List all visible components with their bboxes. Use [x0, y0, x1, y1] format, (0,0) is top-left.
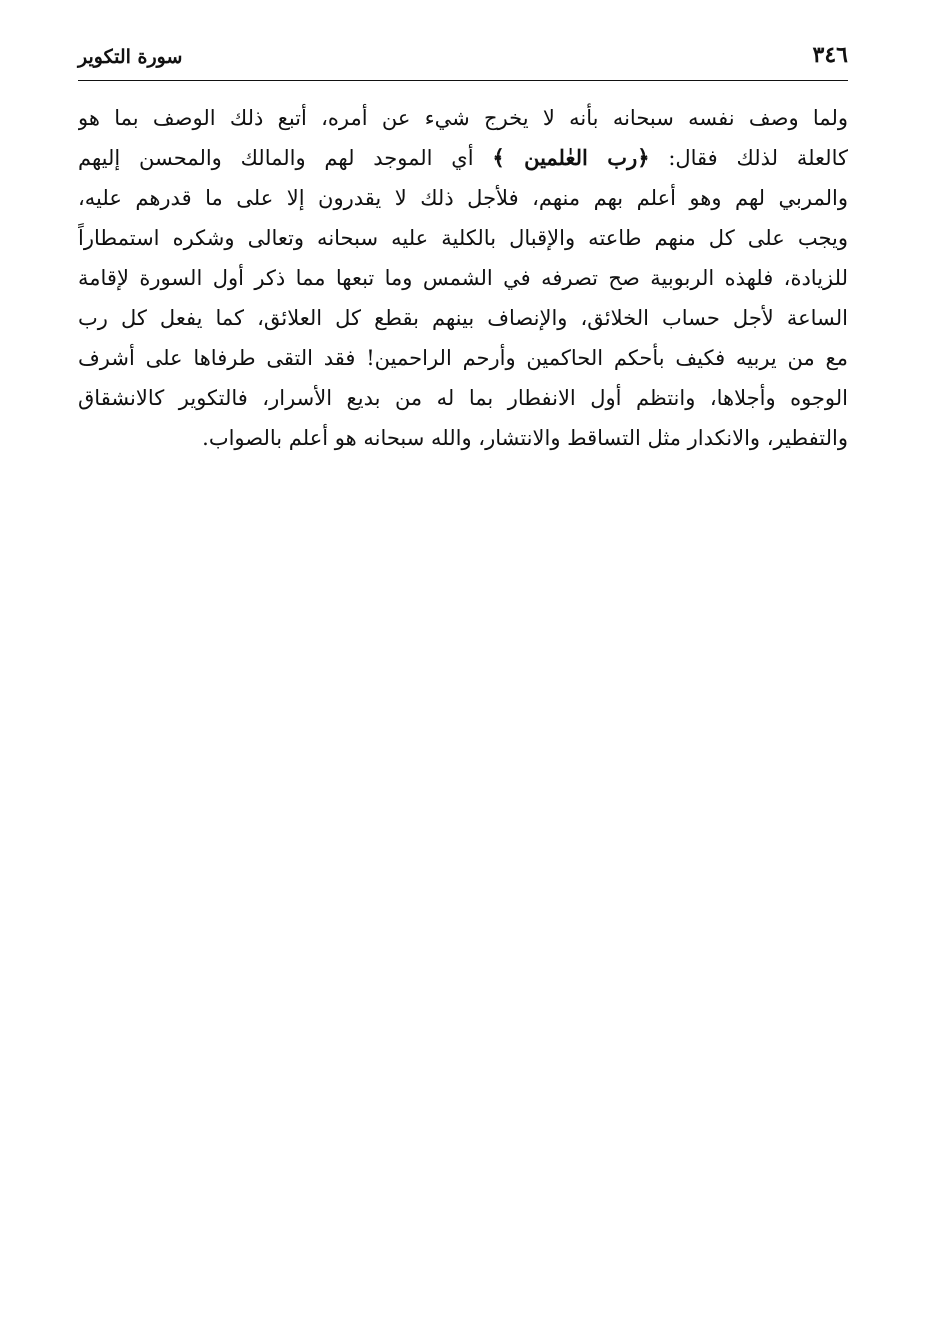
text-line: والمربي لهم وهو أعلم بهم منهم، فلأجل ذلك لا يقدرون إلا على ما قدرهم عليه، [78, 186, 848, 210]
text-line: والتفطير، والانكدار مثل التساقط والانتشار، والله سبحانه هو أعلم بالصواب. [202, 426, 848, 450]
body-paragraph [78, 98, 848, 458]
text-line [78, 138, 848, 178]
text-line: ولما وصف نفسه سبحانه بأنه لا يخرج شيء عن أمره، أتبع ذلك الوصف بما هو [78, 106, 848, 130]
text-line: ويجب على كل منهم طاعته والإقبال بالكلية عليه سبحانه وتعالى وشكره استمطاراً [78, 226, 848, 250]
text-line: الساعة لأجل حساب الخلائق، والإنصاف بينهم بقطع كل العلائق، كما يفعل كل رب [78, 306, 848, 330]
text-line: مع من يربيه فكيف بأحكم الحاكمين وأرحم الراحمين! فقد التقى طرفاها على أشرف [78, 346, 848, 370]
header-divider [78, 80, 848, 81]
surah-title: سورة التكوير [78, 46, 183, 68]
text-line: الوجوه وأجلاها، وانتظم أول الانفطار بما له من بديع الأسرار، فالتكوير كالانشقاق [78, 386, 848, 410]
running-header [78, 38, 848, 78]
text-segment: أي الموجد لهم والمالك والمحسن إليهم [78, 146, 474, 170]
text-line: للزيادة، فلهذه الربوبية صح تصرفه في الشمس وما تبعها مما ذكر أول السورة لإقامة [78, 266, 848, 290]
text-segment: كالعلة لذلك فقال: [668, 146, 848, 170]
page-number: ٣٤٦ [812, 42, 848, 68]
quran-quote: ﴿رب العٰلمين ﴾ [492, 145, 650, 170]
